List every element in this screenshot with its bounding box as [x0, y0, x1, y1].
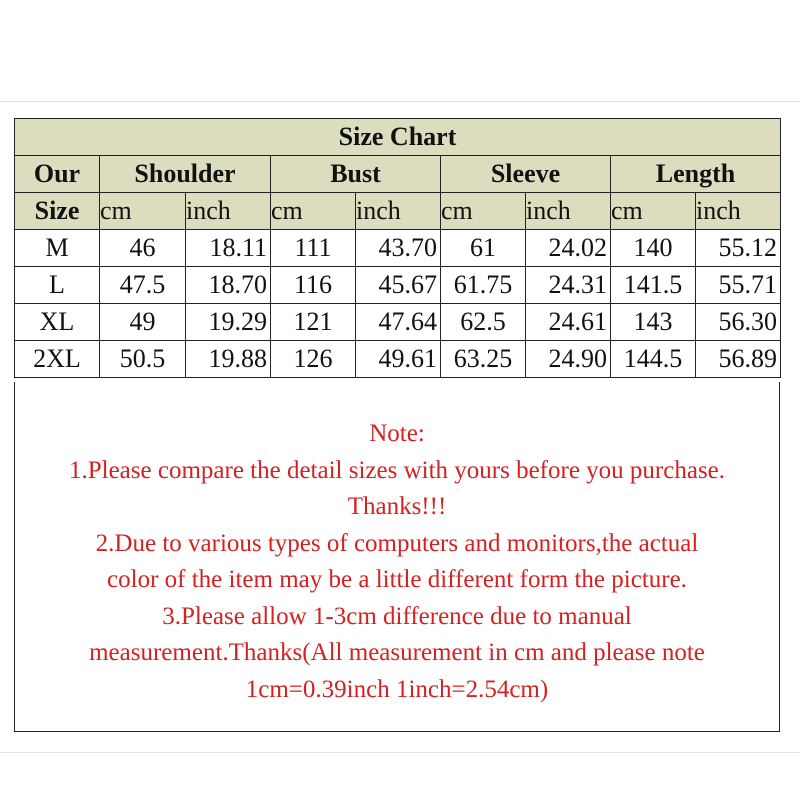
size-cell: M [15, 230, 100, 267]
note-line: 3.Please allow 1-3cm difference due to manual [162, 602, 632, 630]
value-cell: 49.61 [356, 341, 441, 378]
grid-line-bottom [0, 752, 800, 753]
value-cell: 47.5 [100, 267, 186, 304]
header-bust: Bust [271, 156, 441, 193]
value-cell: 111 [271, 230, 356, 267]
value-cell: 121 [271, 304, 356, 341]
value-cell: 50.5 [100, 341, 186, 378]
value-cell: 126 [271, 341, 356, 378]
value-cell: 63.25 [441, 341, 526, 378]
our-label: Our [15, 156, 100, 193]
unit-cell: cm [441, 193, 526, 230]
value-cell: 24.02 [526, 230, 611, 267]
title-row [15, 119, 781, 156]
note-line: 1cm=0.39inch 1inch=2.54cm) [245, 675, 549, 703]
note-line: 2.Due to various types of computers and monitors,the actual [95, 529, 699, 557]
value-cell: 56.30 [696, 304, 781, 341]
note-line: Thanks!!! [347, 493, 447, 520]
chart-title: Size Chart [15, 119, 781, 156]
unit-cell: inch [696, 193, 781, 230]
size-cell: L [15, 267, 100, 304]
value-cell: 143 [611, 304, 696, 341]
value-cell: 43.70 [356, 230, 441, 267]
note-line: 1.Please compare the detail sizes with yours before you purchase. [68, 456, 726, 484]
value-cell: 18.70 [186, 267, 271, 304]
header-shoulder: Shoulder [100, 156, 271, 193]
note-line: color of the item may be a little different form the picture. [107, 566, 687, 593]
value-cell: 141.5 [611, 267, 696, 304]
header-row [15, 156, 781, 193]
value-cell: 55.12 [696, 230, 781, 267]
value-cell: 19.29 [186, 304, 271, 341]
value-cell: 19.88 [186, 341, 271, 378]
size-cell: 2XL [15, 341, 100, 378]
value-cell: 56.89 [696, 341, 781, 378]
value-cell: 55.71 [696, 267, 781, 304]
grid-line-top [0, 101, 800, 102]
value-cell: 62.5 [441, 304, 526, 341]
value-cell: 61.75 [441, 267, 526, 304]
unit-cell: cm [100, 193, 186, 230]
unit-cell: cm [611, 193, 696, 230]
size-cell: XL [15, 304, 100, 341]
value-cell: 116 [271, 267, 356, 304]
value-cell: 24.90 [526, 341, 611, 378]
value-cell: 24.61 [526, 304, 611, 341]
unit-cell: inch [356, 193, 441, 230]
value-cell: 47.64 [356, 304, 441, 341]
unit-cell: inch [186, 193, 271, 230]
note-heading: Note: [369, 420, 425, 447]
note-line: measurement.Thanks(All measurement in cm and please note [89, 639, 705, 666]
size-label: Size [15, 193, 100, 230]
unit-row [15, 193, 781, 230]
table-row [15, 304, 781, 341]
size-chart-table [14, 118, 781, 378]
value-cell: 24.31 [526, 267, 611, 304]
value-cell: 61 [441, 230, 526, 267]
unit-cell: inch [526, 193, 611, 230]
notes-panel [14, 382, 780, 732]
value-cell: 45.67 [356, 267, 441, 304]
value-cell: 49 [100, 304, 186, 341]
value-cell: 144.5 [611, 341, 696, 378]
unit-cell: cm [271, 193, 356, 230]
value-cell: 18.11 [186, 230, 271, 267]
header-sleeve: Sleeve [441, 156, 611, 193]
header-length: Length [611, 156, 781, 193]
value-cell: 46 [100, 230, 186, 267]
table-row [15, 341, 781, 378]
table-row [15, 267, 781, 304]
table-row [15, 230, 781, 267]
value-cell: 140 [611, 230, 696, 267]
